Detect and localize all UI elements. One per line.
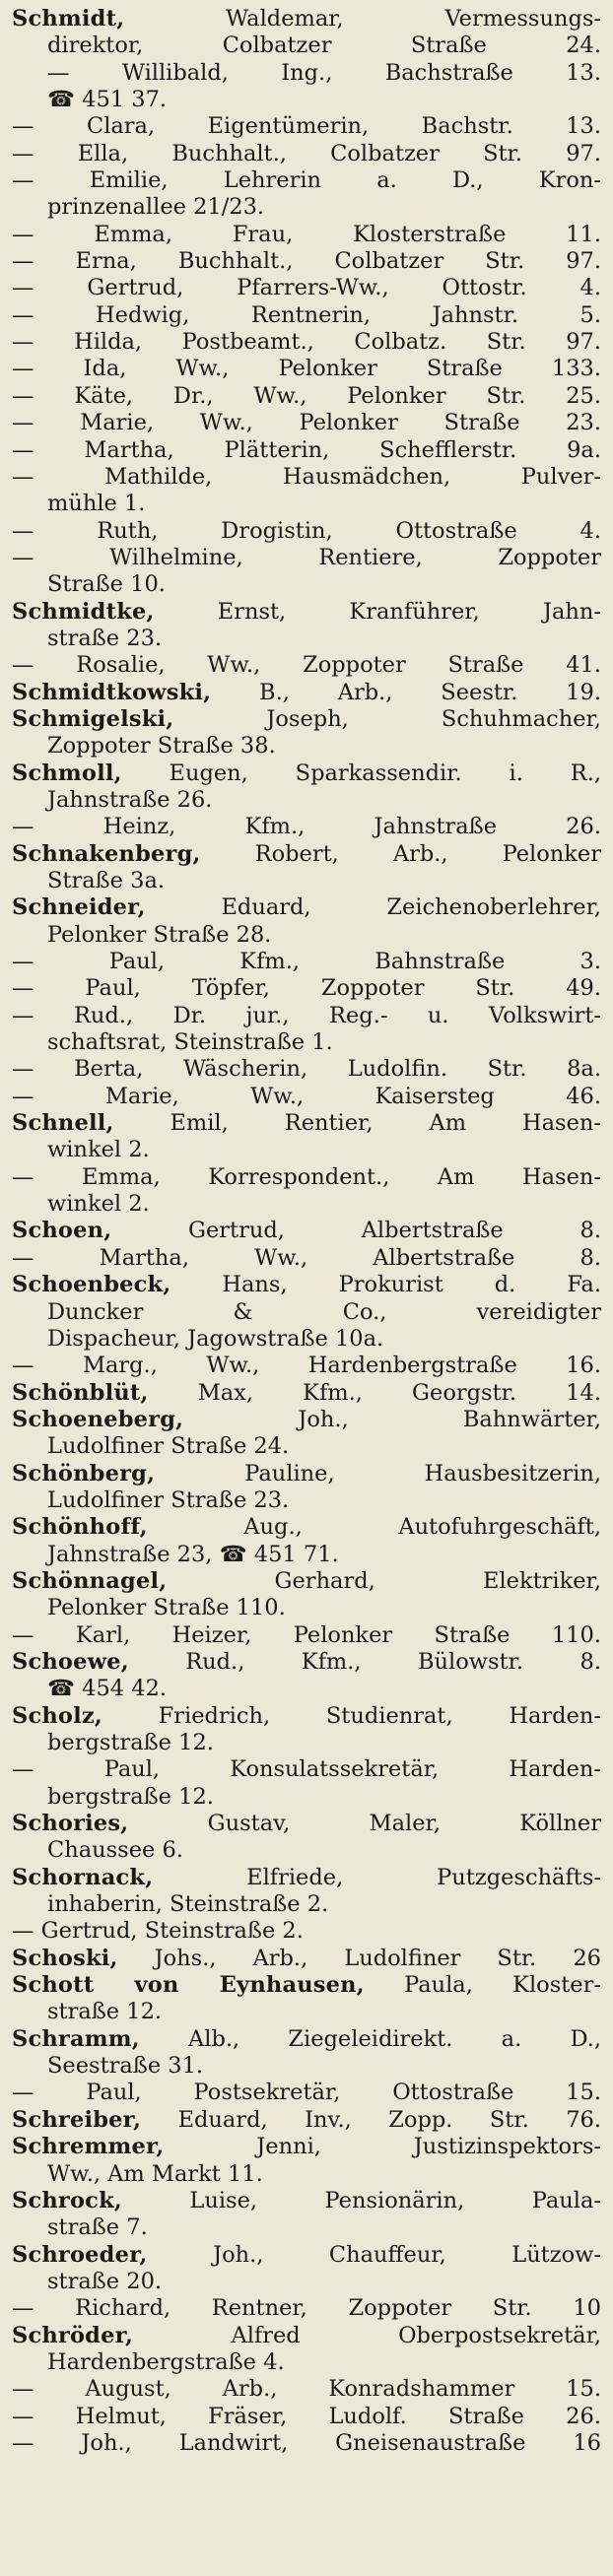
directory-entry	[12, 2026, 601, 2081]
entry-first-line: — Hilda, Postbeamt., Colbatz. Str. 97.	[12, 329, 601, 356]
entry-continuation-line: bergstraße 12.	[47, 1730, 214, 1755]
surname: Schneider,	[12, 894, 146, 921]
entry-first-line: Schott von Eynhausen, Paula, Kloster-	[12, 1972, 601, 1999]
entry-first-line: — Heinz, Kfm., Jahnstraße 26.	[12, 814, 601, 840]
directory-entry	[12, 356, 601, 382]
directory-entry	[12, 302, 601, 329]
directory-entry	[12, 329, 601, 356]
directory-entry	[12, 2188, 601, 2242]
entry-first-line: — Rosalie, Ww., Zoppoter Straße 41.	[12, 652, 601, 679]
directory-entry	[12, 1380, 601, 1407]
directory-entry	[12, 1811, 601, 1865]
directory-entry	[12, 2430, 601, 2457]
entry-first-line: — Hedwig, Rentnerin, Jahnstr. 5.	[12, 301, 601, 328]
surname: Schoenbeck,	[12, 1272, 171, 1298]
directory-entry	[12, 167, 601, 222]
directory-entry	[12, 814, 601, 840]
entry-first-line: — Helmut, Fräser, Ludolf. Straße 26.	[12, 2403, 601, 2429]
directory-entry	[12, 1649, 601, 1703]
entry-first-line: — Marg., Ww., Hardenbergstraße 16.	[12, 1353, 601, 1379]
directory-entry	[12, 841, 601, 895]
surname: Schrock,	[12, 2187, 122, 2213]
entry-first-line: Schmoll, Eugen, Sparkassendir. i. R.,	[12, 760, 601, 786]
entry-continuation-line: Seestraße 31.	[47, 2053, 204, 2080]
directory-entry	[12, 1756, 601, 1811]
surname: Schott von Eynhausen,	[12, 1972, 365, 1999]
entry-first-line: Schönnagel, Gerhard, Elektriker,	[12, 1567, 601, 1594]
entry-first-line: Schrock, Luise, Pensionärin, Paula-	[12, 2187, 601, 2213]
surname: Schoski,	[12, 1945, 118, 1971]
directory-entry	[12, 1056, 601, 1083]
directory-entry	[12, 1946, 601, 1972]
entry-first-line: — Emilie, Lehrerin a. D., Kron-	[12, 167, 601, 194]
directory-entry	[12, 545, 601, 599]
entry-first-line: Schremmer, Jenni, Justizinspektors-	[12, 2134, 601, 2160]
directory-entry	[12, 248, 601, 275]
entry-continuation-line: — Willibald, Ing., Bachstraße 13.	[47, 59, 601, 86]
directory-entry	[12, 760, 601, 815]
directory-entry	[12, 2242, 601, 2296]
directory-entry	[12, 1164, 601, 1219]
surname: Schnakenberg,	[12, 840, 201, 867]
entry-first-line: — Gertrud, Steinstraße 2.	[12, 1918, 304, 1945]
entry-continuation-line: Ww., Am Markt 11.	[47, 2160, 263, 2187]
entry-first-line: — Wilhelmine, Rentiere, Zoppoter	[12, 544, 601, 570]
directory-entry	[12, 2107, 601, 2134]
entry-continuation-line: bergstraße 12.	[47, 1783, 214, 1810]
directory-entry	[12, 6, 601, 113]
directory-entry	[12, 1353, 601, 1379]
directory-entry	[12, 437, 601, 464]
surname: Schmidtke,	[12, 598, 155, 625]
entry-first-line: Schmidtke, Ernst, Kranführer, Jahn-	[12, 598, 601, 625]
entry-continuation-line: Jahnstraße 23, ☎ 451 71.	[47, 1541, 339, 1567]
directory-entry	[12, 652, 601, 679]
entry-first-line: — Joh., Landwirt, Gneisenaustraße 16	[12, 2429, 601, 2456]
directory-entry	[12, 2080, 601, 2106]
entry-first-line: — Mathilde, Hausmädchen, Pulver-	[12, 463, 601, 490]
entry-continuation-line: winkel 2.	[47, 1191, 150, 1218]
entry-continuation-line: straße 20.	[47, 2268, 163, 2294]
surname: Schnell,	[12, 1110, 114, 1137]
entry-first-line: — Ida, Ww., Pelonker Straße 133.	[12, 356, 601, 382]
entry-first-line: Schmigelski, Joseph, Schuhmacher,	[12, 705, 601, 732]
directory-entry	[12, 2295, 601, 2322]
surname: Schoen,	[12, 1218, 112, 1244]
directory-entry	[12, 975, 601, 1002]
entry-continuation-line: mühle 1.	[47, 491, 146, 517]
entry-first-line: — Marie, Ww., Kaisersteg 46.	[12, 1083, 601, 1109]
directory-entry	[12, 1918, 601, 1945]
entry-first-line: — Paul, Töpfer, Zoppoter Str. 49.	[12, 975, 601, 1002]
directory-entry	[12, 464, 601, 518]
directory-entry	[12, 1245, 601, 1272]
surname: Schoewe,	[12, 1648, 129, 1675]
entry-first-line: Schreiber, Eduard, Inv., Zopp. Str. 76.	[12, 2106, 601, 2133]
entry-first-line: Schoenbeck, Hans, Prokurist d. Fa.	[12, 1272, 601, 1298]
entry-continuation-line: Pelonker Straße 110.	[47, 1595, 286, 1621]
entry-continuation-line: ☎ 451 37.	[47, 87, 168, 113]
entry-first-line: Schönberg, Pauline, Hausbesitzerin,	[12, 1460, 601, 1486]
entry-first-line: Schmidtkowski, B., Arb., Seestr. 19.	[12, 679, 601, 705]
entry-first-line: Schoewe, Rud., Kfm., Bülowstr. 8.	[12, 1648, 601, 1675]
entry-first-line: — Emma, Frau, Klosterstraße 11.	[12, 221, 601, 247]
entry-first-line: Schönhoff, Aug., Autofuhrgeschäft,	[12, 1514, 601, 1541]
entry-first-line: — Martha, Ww., Albertstraße 8.	[12, 1244, 601, 1271]
entry-first-line: Schmidt, Waldemar, Vermessungs-	[12, 6, 601, 32]
directory-entry	[12, 1461, 601, 1515]
entry-first-line: Schroeder, Joh., Chauffeur, Lützow-	[12, 2241, 601, 2268]
entry-first-line: — Richard, Rentner, Zoppoter Str. 10	[12, 2295, 601, 2322]
entry-first-line: — Ruth, Drogistin, Ottostraße 4.	[12, 517, 601, 544]
entry-continuation-line: Hardenbergstraße 4.	[47, 2348, 285, 2375]
entry-first-line: Schnell, Emil, Rentier, Am Hasen-	[12, 1110, 601, 1137]
directory-entry	[12, 949, 601, 975]
surname: Schröder,	[12, 2322, 134, 2348]
directory-entry	[12, 1865, 601, 1919]
directory-entry	[12, 113, 601, 140]
entry-first-line: — Gertrud, Pfarrers-Ww., Ottostr. 4.	[12, 275, 601, 301]
surname: Schroeder,	[12, 2241, 148, 2268]
directory-entry	[12, 141, 601, 167]
entry-continuation-line: straße 23.	[47, 625, 163, 651]
entry-first-line: Schornack, Elfriede, Putzgeschäfts-	[12, 1864, 601, 1890]
directory-entry	[12, 1514, 601, 1568]
surname: Schories,	[12, 1811, 129, 1837]
entry-continuation-line: Pelonker Straße 28.	[47, 921, 272, 948]
entry-first-line: — Emma, Korrespondent., Am Hasen-	[12, 1163, 601, 1190]
entry-continuation-line: Jahnstraße 26.	[47, 786, 213, 813]
entry-continuation-line: direktor, Colbatzer Straße 24.	[47, 33, 601, 59]
surname: Schönberg,	[12, 1460, 156, 1486]
directory-entry	[12, 2134, 601, 2188]
entry-continuation-line: Zoppoter Straße 38.	[47, 733, 276, 760]
directory-entry	[12, 706, 601, 760]
directory-entry	[12, 2404, 601, 2430]
surname: Schreiber,	[12, 2106, 142, 2133]
entry-continuation-line: winkel 2.	[47, 1137, 150, 1163]
surname: Schmidt,	[12, 6, 125, 32]
directory-entry	[12, 1972, 601, 2026]
entry-continuation-line: Straße 3a.	[47, 868, 166, 893]
entry-continuation-line: schaftsrat, Steinstraße 1.	[47, 1029, 333, 1056]
directory-entry	[12, 1568, 601, 1622]
entry-continuation-line: Ludolfiner Straße 23.	[47, 1486, 290, 1513]
surname: Scholz,	[12, 1702, 102, 1729]
entry-continuation-line: Chaussee 6.	[47, 1837, 183, 1864]
entry-first-line: — August, Arb., Konradshammer 15.	[12, 2376, 601, 2403]
entry-first-line: — Paul, Konsulatssekretär, Harden-	[12, 1756, 601, 1783]
surname: Schönnagel,	[12, 1567, 168, 1594]
entry-continuation-line: Duncker & Co., vereidigter	[47, 1298, 601, 1325]
directory-entry	[12, 518, 601, 545]
entry-first-line: — Karl, Heizer, Pelonker Straße 110.	[12, 1621, 601, 1648]
directory-entry	[12, 222, 601, 248]
surname: Schremmer,	[12, 2134, 165, 2160]
surname: Schramm,	[12, 2025, 140, 2052]
entry-first-line: Schnakenberg, Robert, Arb., Pelonker	[12, 840, 601, 867]
entry-first-line: Schories, Gustav, Maler, Köllner	[12, 1811, 601, 1837]
directory-entry	[12, 599, 601, 653]
directory-entry	[12, 1110, 601, 1164]
entry-first-line: — Berta, Wäscherin, Ludolfin. Str. 8a.	[12, 1056, 601, 1083]
entry-continuation-line: ☎ 454 42.	[47, 1676, 168, 1702]
directory-entry	[12, 1272, 601, 1353]
entry-first-line: — Martha, Plätterin, Schefflerstr. 9a.	[12, 436, 601, 463]
directory-entry	[12, 383, 601, 410]
entry-first-line: Schönblüt, Max, Kfm., Georgstr. 14.	[12, 1379, 601, 1406]
surname: Schmoll,	[12, 760, 122, 786]
entry-first-line: — Erna, Buchhalt., Colbatzer Str. 97.	[12, 248, 601, 275]
entry-continuation-line: prinzenallee 21/23.	[47, 194, 265, 221]
entry-first-line: Schoen, Gertrud, Albertstraße 8.	[12, 1218, 601, 1244]
entry-first-line: Schramm, Alb., Ziegeleidirekt. a. D.,	[12, 2025, 601, 2052]
entry-continuation-line: Ludolfiner Straße 24.	[47, 1433, 290, 1460]
directory-entry	[12, 1622, 601, 1649]
entry-continuation-line: straße 12.	[47, 1999, 163, 2025]
surname: Schornack,	[12, 1864, 154, 1890]
entry-continuation-line: straße 7.	[47, 2214, 148, 2241]
entry-continuation-line: inhaberin, Steinstraße 2.	[47, 1891, 329, 1918]
entry-first-line: — Clara, Eigentümerin, Bachstr. 13.	[12, 113, 601, 140]
directory-entry	[12, 1407, 601, 1461]
entry-first-line: Schröder, Alfred Oberpostsekretär,	[12, 2322, 601, 2348]
entry-continuation-line: Straße 10.	[47, 571, 166, 598]
surname: Schoeneberg,	[12, 1406, 184, 1432]
directory-entry	[12, 275, 601, 301]
directory-entry	[12, 1218, 601, 1244]
entry-first-line: — Rud., Dr. jur., Reg.- u. Volkswirt-	[12, 1002, 601, 1028]
directory-entry	[12, 680, 601, 706]
entry-first-line: — Marie, Ww., Pelonker Straße 23.	[12, 410, 601, 436]
directory-entry	[12, 1703, 601, 1757]
surname: Schönhoff,	[12, 1514, 148, 1541]
entry-first-line: Schneider, Eduard, Zeichenoberlehrer,	[12, 894, 601, 921]
surname: Schmidtkowski,	[12, 679, 212, 705]
directory-entry	[12, 894, 601, 949]
entry-first-line: — Ella, Buchhalt., Colbatzer Str. 97.	[12, 140, 601, 166]
entry-continuation-line: Dispacheur, Jagowstraße 10a.	[47, 1325, 384, 1352]
surname: Schmigelski,	[12, 705, 174, 732]
entry-first-line: Scholz, Friedrich, Studienrat, Harden-	[12, 1702, 601, 1729]
surname: Schönblüt,	[12, 1379, 149, 1406]
entry-first-line: — Käte, Dr., Ww., Pelonker Str. 25.	[12, 382, 601, 409]
entry-first-line: Schoski, Johs., Arb., Ludolfiner Str. 26	[12, 1945, 601, 1971]
entry-first-line: — Paul, Kfm., Bahnstraße 3.	[12, 949, 601, 975]
directory-entry	[12, 1084, 601, 1110]
directory-entry	[12, 1003, 601, 1057]
entry-first-line: Schoeneberg, Joh., Bahnwärter,	[12, 1406, 601, 1432]
directory-entry	[12, 2323, 601, 2377]
directory-entry	[12, 2376, 601, 2403]
entry-first-line: — Paul, Postsekretär, Ottostraße 15.	[12, 2080, 601, 2106]
directory-entry	[12, 410, 601, 436]
